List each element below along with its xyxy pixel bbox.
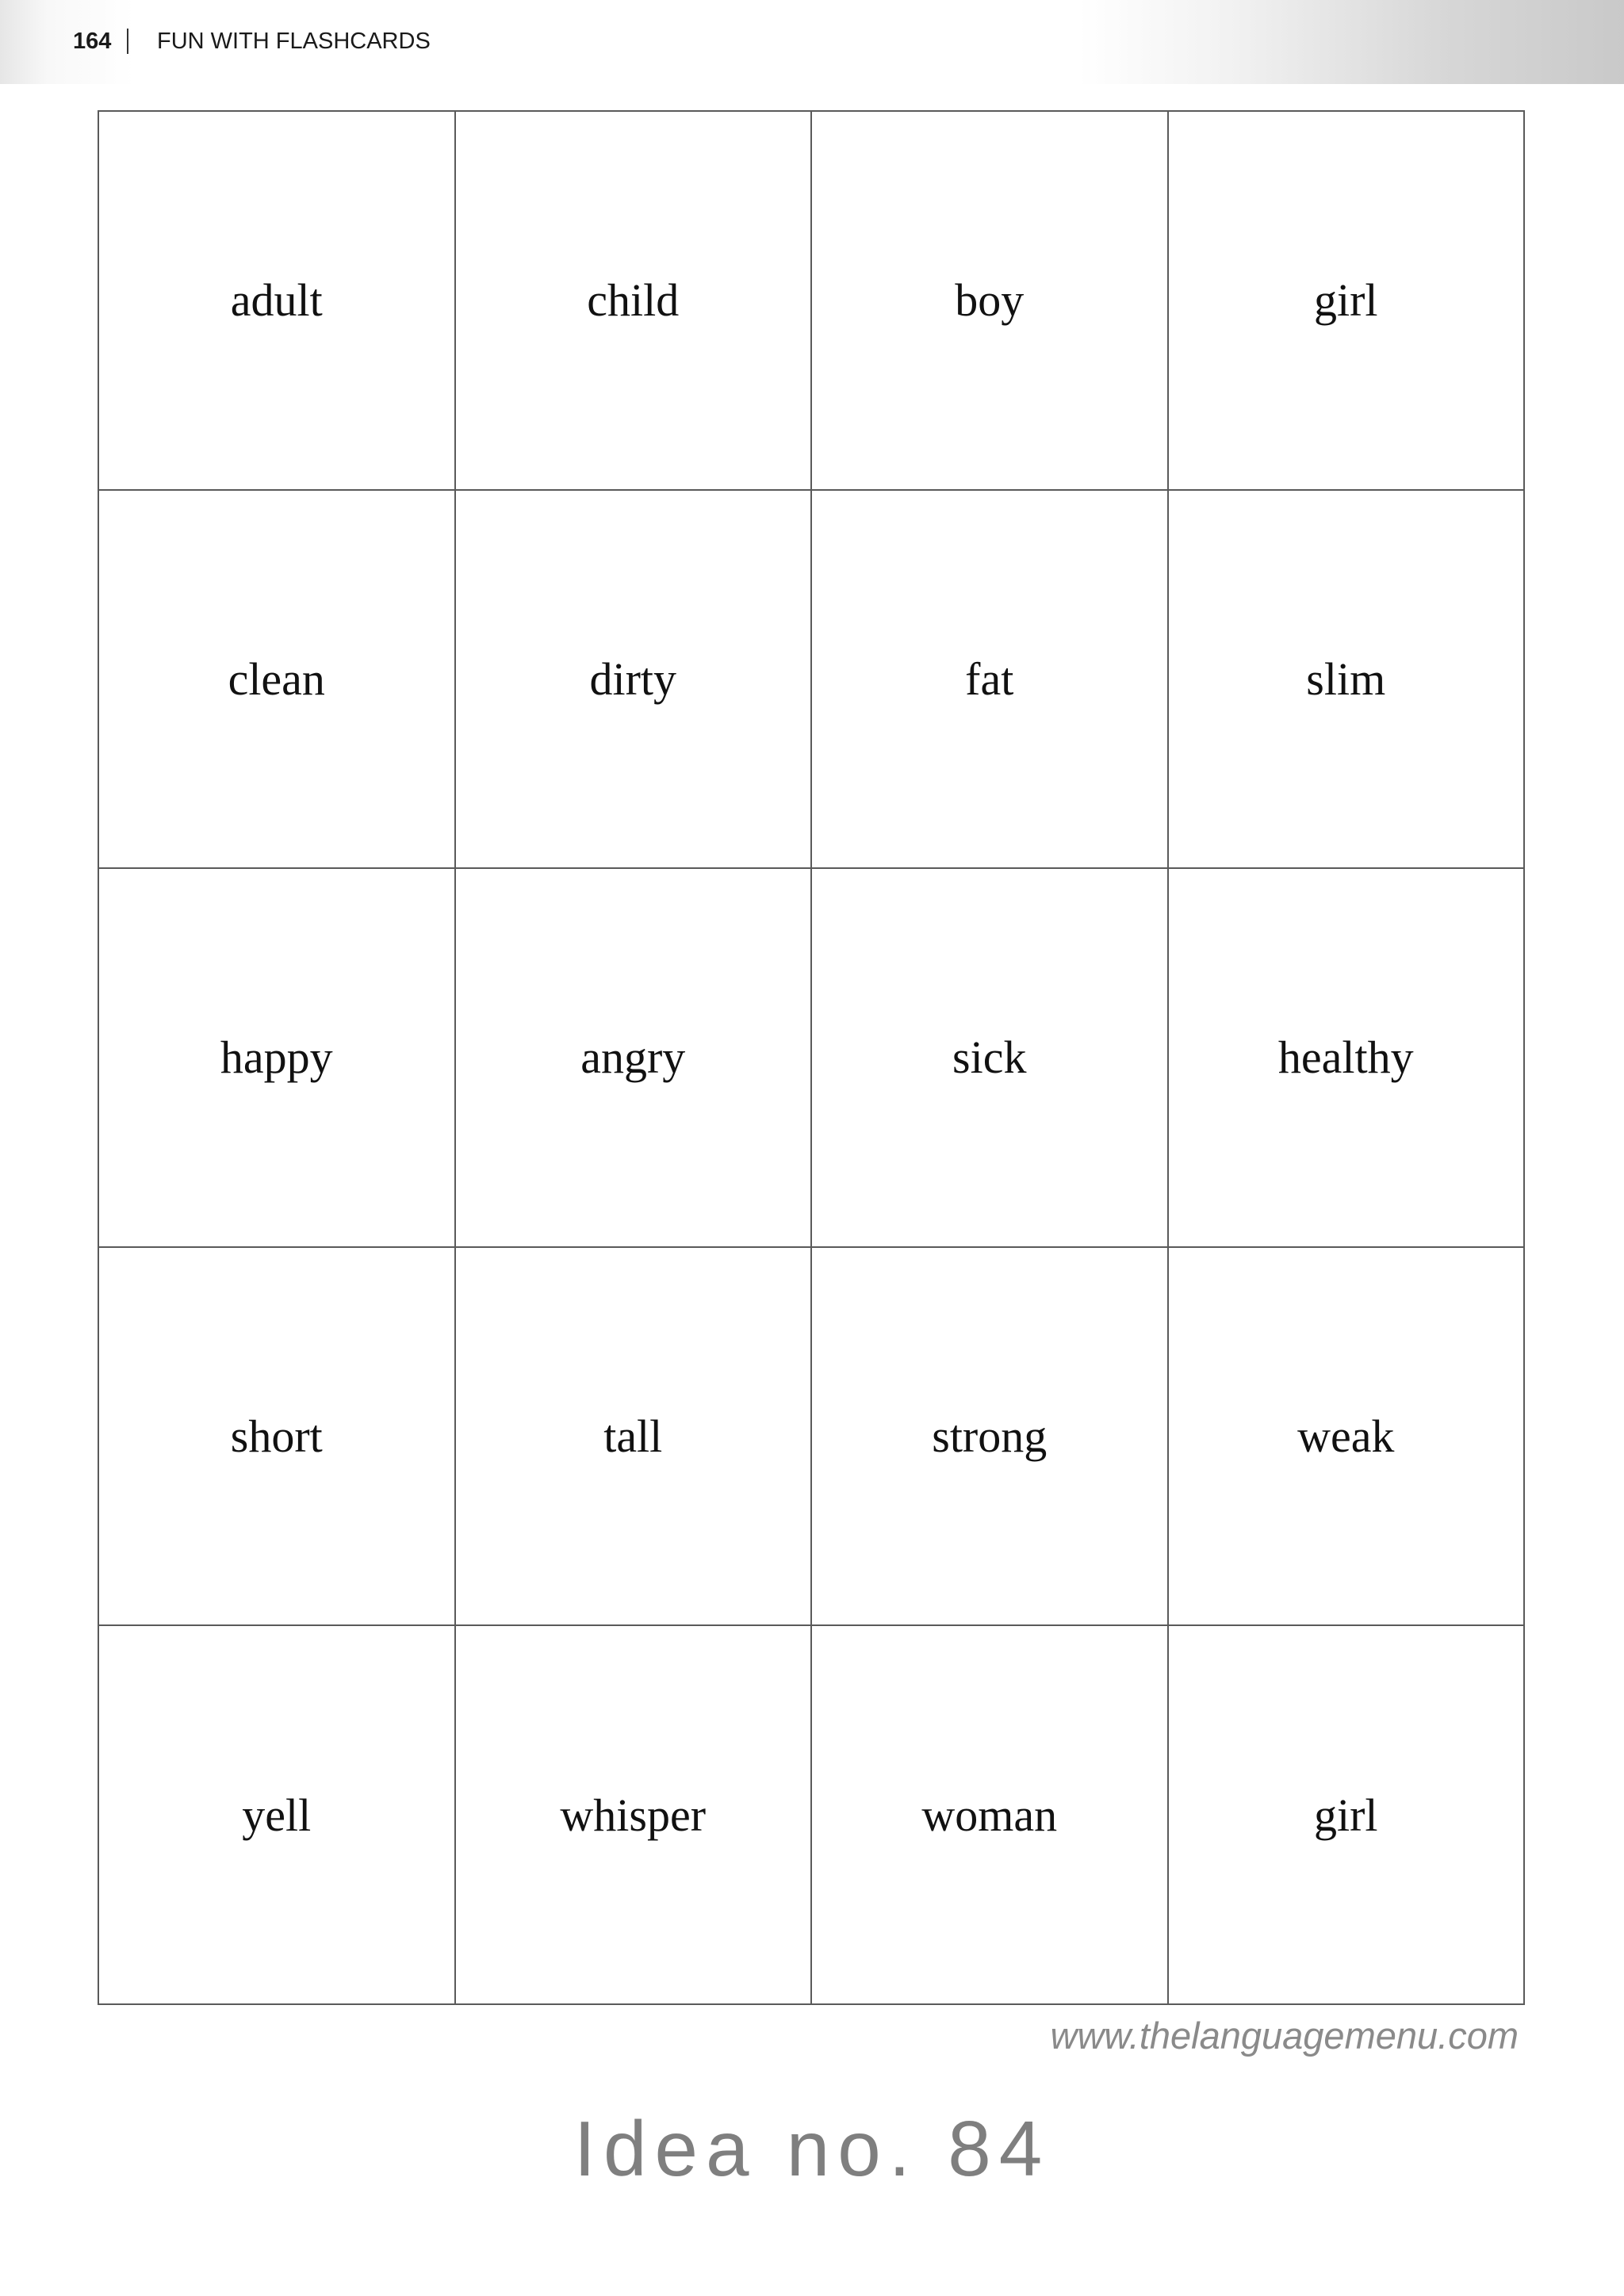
flashcard-word: sick [952,1031,1027,1084]
flashcard [1169,869,1526,1248]
flashcard-word: child [587,274,680,327]
flashcard-word: fat [965,652,1014,705]
flashcard-word: boy [955,274,1025,327]
flashcard [456,112,813,491]
flashcard-word: woman [921,1789,1058,1841]
flashcard-word: slim [1306,652,1386,705]
flashcard [456,491,813,870]
flashcard [456,1248,813,1627]
flashcard-word: weak [1297,1410,1395,1463]
flashcard [1169,112,1526,491]
flashcard [99,1248,456,1627]
flashcard-word: clean [228,652,325,705]
page-number: 164 [73,29,112,54]
flashcard [99,491,456,870]
flashcard [456,869,813,1248]
flashcard-word: dirty [589,652,677,705]
flashcard [812,1626,1169,2005]
flashcard-word: happy [220,1031,333,1084]
flashcard-word: adult [230,274,323,327]
flashcard [456,1626,813,2005]
flashcard-word: girl [1313,1789,1378,1841]
flashcard [99,869,456,1248]
flashcard [812,491,1169,870]
flashcard [812,112,1169,491]
website-url: www.thelanguagemenu.com [1050,2015,1519,2057]
flashcard [1169,1626,1526,2005]
flashcard-word: whisper [560,1789,707,1841]
flashcard [812,869,1169,1248]
flashcard-grid [98,110,1525,2005]
flashcard [1169,1248,1526,1627]
flashcard-word: girl [1313,274,1378,327]
flashcard [99,112,456,491]
flashcard-word: yell [242,1789,312,1841]
idea-caption: Idea no. 84 [573,2105,1051,2192]
flashcard-word: healthy [1277,1031,1414,1084]
flashcard-word: tall [603,1410,663,1463]
flashcard [99,1626,456,2005]
flashcard [812,1248,1169,1627]
header-separator [127,29,128,54]
flashcard [1169,491,1526,870]
flashcard-word: short [230,1410,323,1463]
flashcard-word: angry [580,1031,686,1084]
flashcard-word: strong [932,1410,1048,1463]
section-title: FUN WITH FLASHCARDS [157,29,431,54]
